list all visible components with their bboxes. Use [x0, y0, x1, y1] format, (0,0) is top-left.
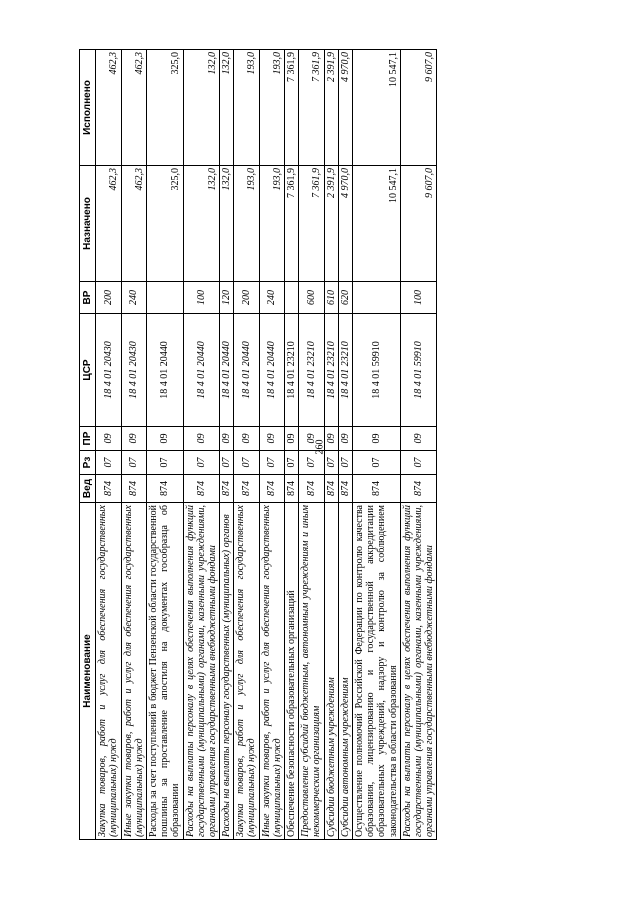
cell-ved: 874 — [121, 475, 146, 503]
header-ved: Вед — [80, 475, 96, 503]
cell-pr: 09 — [259, 427, 284, 451]
cell-csr: 18 4 01 20430 — [121, 314, 146, 427]
cell-name: Иные закупки товаров, работ и услуг для обеспечения государственных (муниципальных) нужд — [121, 503, 146, 840]
cell-ved: 874 — [400, 475, 437, 503]
cell-rz: 07 — [183, 451, 220, 475]
cell-pr: 09 — [338, 427, 352, 451]
cell-pr: 09 — [183, 427, 220, 451]
header-plan: Назначено — [80, 166, 96, 282]
cell-vr: 100 — [183, 282, 220, 314]
cell-pr: 09 — [234, 427, 259, 451]
cell-plan: 9 607,0 — [400, 166, 437, 282]
cell-pr: 09 — [220, 427, 234, 451]
cell-pr: 09 — [352, 427, 400, 451]
table-header-row — [80, 50, 96, 840]
table-row — [220, 50, 234, 840]
cell-exec: 193,0 — [259, 50, 284, 166]
cell-ved: 874 — [352, 475, 400, 503]
header-pr: ПР — [80, 427, 96, 451]
cell-vr — [352, 282, 400, 314]
cell-plan: 132,0 — [183, 166, 220, 282]
header-rz: Рз — [80, 451, 96, 475]
cell-ved: 874 — [183, 475, 220, 503]
cell-exec: 7 361,9 — [299, 50, 324, 166]
table-row — [352, 50, 400, 840]
cell-rz: 07 — [352, 451, 400, 475]
cell-vr — [285, 282, 299, 314]
cell-csr: 18 4 01 59910 — [400, 314, 437, 427]
cell-name: Субсидии бюджетным учреждениям — [324, 503, 338, 840]
table-row — [234, 50, 259, 840]
cell-ved: 874 — [299, 475, 324, 503]
cell-vr: 120 — [220, 282, 234, 314]
cell-rz: 07 — [285, 451, 299, 475]
cell-plan: 132,0 — [220, 166, 234, 282]
cell-exec: 2 391,9 — [324, 50, 338, 166]
cell-rz: 07 — [400, 451, 437, 475]
cell-name: Закупка товаров, работ и услуг для обеспечения государственных (муниципальных) нужд — [96, 503, 121, 840]
cell-name: Закупка товаров, работ и услуг для обеспечения государственных (муниципальных) нужд — [234, 503, 259, 840]
cell-csr: 18 4 01 20430 — [96, 314, 121, 427]
cell-exec: 462,3 — [121, 50, 146, 166]
cell-pr: 09 — [96, 427, 121, 451]
cell-ved: 874 — [220, 475, 234, 503]
cell-plan: 193,0 — [234, 166, 259, 282]
cell-pr: 09 — [121, 427, 146, 451]
cell-vr: 200 — [96, 282, 121, 314]
cell-rz: 07 — [220, 451, 234, 475]
cell-exec: 132,0 — [183, 50, 220, 166]
budget-table — [79, 49, 437, 840]
cell-rz: 07 — [338, 451, 352, 475]
table-row — [121, 50, 146, 840]
cell-csr: 18 4 01 23210 — [299, 314, 324, 427]
cell-rz: 07 — [259, 451, 284, 475]
table-row — [146, 50, 183, 840]
cell-name: Обеспечение безопасности образовательных организаций — [285, 503, 299, 840]
table-row — [259, 50, 284, 840]
cell-name: Предоставление субсидий бюджетным, автономным учреждениям и иным некоммерческим организациям — [299, 503, 324, 840]
cell-exec: 9 607,0 — [400, 50, 437, 166]
cell-exec: 193,0 — [234, 50, 259, 166]
cell-rz: 07 — [96, 451, 121, 475]
cell-plan: 7 361,9 — [285, 166, 299, 282]
cell-name: Иные закупки товаров, работ и услуг для обеспечения государственных (муниципальных) нужд — [259, 503, 284, 840]
cell-csr: 18 4 01 20440 — [259, 314, 284, 427]
cell-vr: 600 — [299, 282, 324, 314]
cell-name: Расходы на выплаты персоналу в целях обеспечения выполнения функций государственными (муниципальными) органами, казенными учреждениями, органами управления государственными внебюджетными фондами — [400, 503, 437, 840]
cell-csr: 18 4 01 23210 — [285, 314, 299, 427]
cell-exec: 4 970,0 — [338, 50, 352, 166]
table-row — [338, 50, 352, 840]
cell-csr: 18 4 01 20440 — [183, 314, 220, 427]
cell-plan: 7 361,9 — [299, 166, 324, 282]
cell-csr: 18 4 01 59910 — [352, 314, 400, 427]
cell-csr: 18 4 01 20440 — [220, 314, 234, 427]
cell-exec: 462,3 — [96, 50, 121, 166]
table-row — [183, 50, 220, 840]
cell-ved: 874 — [234, 475, 259, 503]
cell-ved: 874 — [338, 475, 352, 503]
cell-rz: 07 — [121, 451, 146, 475]
cell-plan: 325,0 — [146, 166, 183, 282]
header-vr: ВР — [80, 282, 96, 314]
cell-name: Осуществление полномочий Российской Федерации по контролю качества образования, лицензированию и государственной аккредитации образовательных учреждений, надзору и контролю за соблюдением законодательства в области образования — [352, 503, 400, 840]
cell-pr: 09 — [285, 427, 299, 451]
cell-pr: 09 — [400, 427, 437, 451]
cell-plan: 2 391,9 — [324, 166, 338, 282]
cell-name: Расходы на выплаты персоналу в целях обеспечения выполнения функций государственными (муниципальными) органами, казенными учреждениями, органами управления государственными внебюджетными фондами — [183, 503, 220, 840]
cell-plan: 10 547,1 — [352, 166, 400, 282]
cell-ved: 874 — [324, 475, 338, 503]
cell-exec: 10 547,1 — [352, 50, 400, 166]
cell-vr: 240 — [259, 282, 284, 314]
cell-exec: 7 361,9 — [285, 50, 299, 166]
cell-csr: 18 4 01 20440 — [146, 314, 183, 427]
cell-exec: 325,0 — [146, 50, 183, 166]
table-row — [96, 50, 121, 840]
cell-name: Субсидии автономным учреждениям — [338, 503, 352, 840]
header-name: Наименование — [80, 503, 96, 840]
cell-name: Расходы на выплаты персоналу государственных (муниципальных) органов — [220, 503, 234, 840]
cell-plan: 193,0 — [259, 166, 284, 282]
cell-plan: 462,3 — [121, 166, 146, 282]
cell-vr: 620 — [338, 282, 352, 314]
cell-exec: 132,0 — [220, 50, 234, 166]
cell-rz: 07 — [324, 451, 338, 475]
table-row — [400, 50, 437, 840]
cell-rz: 07 — [299, 451, 324, 475]
cell-vr: 240 — [121, 282, 146, 314]
page-number-text: 260 — [314, 439, 326, 455]
header-csr: ЦСР — [80, 314, 96, 427]
cell-ved: 874 — [96, 475, 121, 503]
cell-vr — [146, 282, 183, 314]
cell-rz: 07 — [234, 451, 259, 475]
cell-pr: 09 — [146, 427, 183, 451]
cell-ved: 874 — [285, 475, 299, 503]
cell-plan: 4 970,0 — [338, 166, 352, 282]
table-row — [324, 50, 338, 840]
cell-name: Расходы за счет поступлений в бюджет Пензенской области государственной пошлины за проставление апостиля на документах гособразца об образовании — [146, 503, 183, 840]
cell-vr: 610 — [324, 282, 338, 314]
header-exec: Исполнено — [80, 50, 96, 166]
cell-plan: 462,3 — [96, 166, 121, 282]
cell-csr: 18 4 01 23210 — [324, 314, 338, 427]
cell-vr: 200 — [234, 282, 259, 314]
cell-ved: 874 — [259, 475, 284, 503]
table-row — [285, 50, 299, 840]
cell-pr: 09 — [299, 427, 324, 451]
cell-vr: 100 — [400, 282, 437, 314]
cell-csr: 18 4 01 23210 — [338, 314, 352, 427]
rotated-page-content — [79, 50, 624, 840]
cell-ved: 874 — [146, 475, 183, 503]
cell-rz: 07 — [146, 451, 183, 475]
cell-csr: 18 4 01 20440 — [234, 314, 259, 427]
table-row — [299, 50, 324, 840]
cell-pr: 09 — [324, 427, 338, 451]
